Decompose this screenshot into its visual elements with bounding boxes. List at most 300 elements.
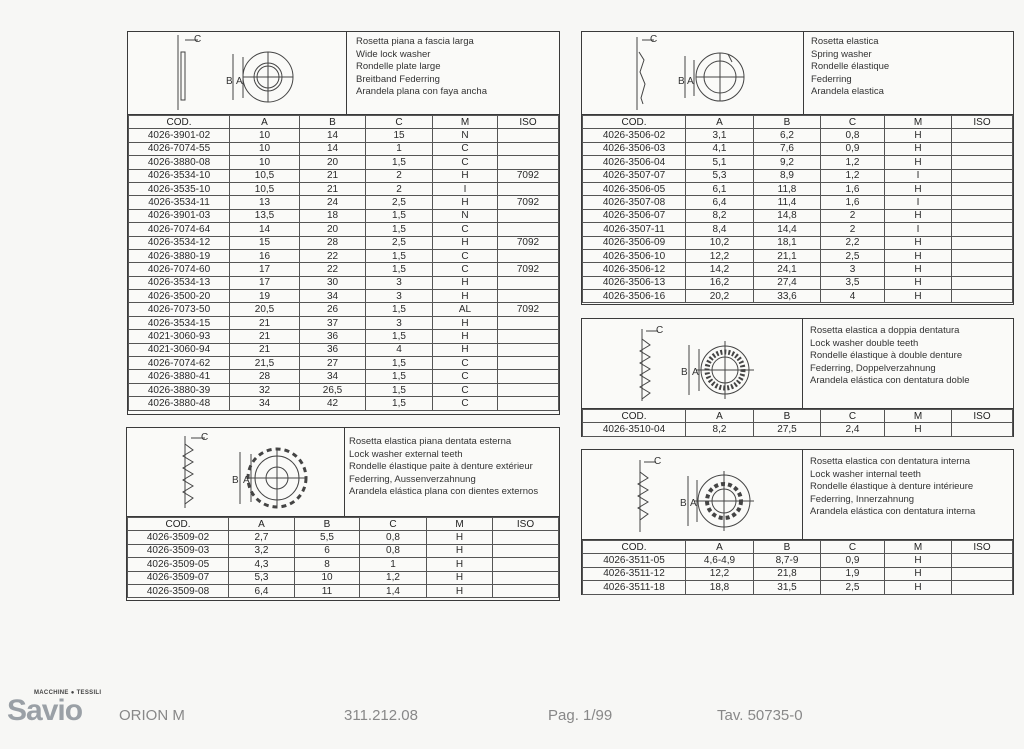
table-row: [128, 558, 559, 571]
table-cell: C: [433, 383, 498, 396]
table-cell: 18,8: [686, 581, 754, 594]
table-header-row: [583, 541, 1013, 554]
dim-b-label: B: [681, 367, 688, 378]
table-cell: H: [885, 567, 952, 580]
table-cell: 8,2: [686, 423, 754, 436]
column-header: C: [360, 518, 427, 531]
table-cell: [498, 343, 559, 356]
table-row: [583, 129, 1013, 142]
part-code-cell: 4026-3506-07: [583, 209, 686, 222]
table-cell: 3,1: [686, 129, 754, 142]
table-row: [129, 343, 559, 356]
external-teeth-washer-icon: [127, 428, 344, 516]
table-cell: 31,5: [754, 581, 821, 594]
table-cell: 19: [230, 290, 300, 303]
table-row: [583, 223, 1013, 236]
desc-es: Arandela elastica: [811, 86, 884, 97]
desc-en: Lock washer internal teeth: [810, 468, 921, 480]
table-cell: 2,5: [821, 249, 885, 262]
table-cell: [952, 554, 1013, 567]
desc-it: Rosetta elastica piana dentata esterna: [349, 436, 512, 447]
table-cell: 10,5: [230, 182, 300, 195]
table-cell: 8,7-9: [754, 554, 821, 567]
model-name: ORION M: [119, 707, 185, 724]
table-cell: C: [433, 397, 498, 410]
table-row: [129, 223, 559, 236]
table-row: [129, 156, 559, 169]
column-header: B: [754, 410, 821, 423]
table-cell: 10,2: [686, 236, 754, 249]
part-code-cell: 4026-3534-13: [129, 276, 230, 289]
table-row: [583, 156, 1013, 169]
table-cell: H: [885, 182, 952, 195]
table-cell: 34: [300, 370, 366, 383]
table-cell: 10: [230, 156, 300, 169]
column-header: ISO: [493, 518, 559, 531]
table-cell: [952, 249, 1013, 262]
part-code-cell: 4026-3509-07: [128, 571, 229, 584]
table-cell: 7092: [498, 169, 559, 182]
table-cell: 5,3: [229, 571, 295, 584]
table-cell: 28: [300, 236, 366, 249]
table-cell: 4,3: [229, 558, 295, 571]
table-cell: 3: [366, 290, 433, 303]
table-cell: 26: [300, 303, 366, 316]
table-cell: 24: [300, 196, 366, 209]
table-cell: 8,2: [686, 209, 754, 222]
table-cell: [952, 142, 1013, 155]
internal-teeth-block: [581, 449, 1014, 595]
table-cell: 36: [300, 330, 366, 343]
table-cell: H: [885, 236, 952, 249]
table-cell: 7,6: [754, 142, 821, 155]
table-cell: 2: [366, 182, 433, 195]
table-row: [583, 142, 1013, 155]
table-cell: [952, 567, 1013, 580]
table-row: [129, 129, 559, 142]
table-cell: H: [433, 169, 498, 182]
part-code-cell: 4026-3506-09: [583, 236, 686, 249]
table-cell: H: [433, 330, 498, 343]
table-cell: 3: [366, 276, 433, 289]
table-cell: 17: [230, 276, 300, 289]
part-code-cell: 4026-3511-05: [583, 554, 686, 567]
table-cell: 21: [300, 169, 366, 182]
table-cell: 21,5: [230, 357, 300, 370]
part-code-cell: 4026-3500-20: [129, 290, 230, 303]
part-code-cell: 4026-7073-50: [129, 303, 230, 316]
table-cell: C: [433, 249, 498, 262]
table-cell: 0,8: [821, 129, 885, 142]
table-cell: 4: [366, 343, 433, 356]
table-cell: 2,5: [821, 581, 885, 594]
table-cell: 20,2: [686, 290, 754, 303]
table-row: [129, 236, 559, 249]
table-cell: H: [885, 554, 952, 567]
part-code-cell: 4026-3534-12: [129, 236, 230, 249]
table-cell: 2,5: [366, 196, 433, 209]
table-cell: [498, 276, 559, 289]
table-cell: [498, 370, 559, 383]
desc-en: Wide lock washer: [356, 48, 431, 60]
desc-fr: Rondelle plate large: [356, 61, 441, 72]
table-number: Tav. 50735-0: [717, 707, 803, 724]
table-cell: 1,5: [366, 249, 433, 262]
table-cell: [498, 223, 559, 236]
column-header: COD.: [129, 116, 230, 129]
column-header: ISO: [952, 116, 1013, 129]
table-cell: 0,8: [360, 531, 427, 544]
part-code-cell: 4026-3880-19: [129, 249, 230, 262]
table-cell: 1,9: [821, 567, 885, 580]
description: [810, 456, 975, 519]
table-cell: H: [885, 209, 952, 222]
table-cell: [952, 263, 1013, 276]
description: [810, 325, 970, 388]
column-header: COD.: [128, 518, 229, 531]
table-cell: [952, 276, 1013, 289]
table-cell: C: [433, 357, 498, 370]
table-cell: [493, 571, 559, 584]
table-cell: 32: [230, 383, 300, 396]
table-cell: 17: [230, 263, 300, 276]
table-cell: C: [433, 156, 498, 169]
table-row: [129, 169, 559, 182]
table-cell: H: [885, 156, 952, 169]
part-code-cell: 4026-3534-11: [129, 196, 230, 209]
column-header: A: [686, 116, 754, 129]
table-cell: 15: [366, 129, 433, 142]
dim-b-label: B: [680, 498, 687, 509]
table-cell: 36: [300, 343, 366, 356]
dim-b-label: B: [232, 475, 239, 486]
table-cell: 12,2: [686, 249, 754, 262]
column-header: B: [754, 116, 821, 129]
desc-de: Federring: [811, 73, 852, 85]
column-header: COD.: [583, 541, 686, 554]
table-cell: [498, 142, 559, 155]
table-cell: [498, 330, 559, 343]
table-cell: 11,4: [754, 196, 821, 209]
table-cell: [952, 236, 1013, 249]
table-row: [129, 196, 559, 209]
table-row: [583, 209, 1013, 222]
table-cell: 3,2: [229, 544, 295, 557]
table-cell: 21: [230, 330, 300, 343]
table-row: [583, 236, 1013, 249]
table-cell: 14,8: [754, 209, 821, 222]
table-row: [583, 581, 1013, 594]
table-cell: 1,4: [360, 584, 427, 597]
column-header: C: [821, 116, 885, 129]
table-cell: 1,5: [366, 223, 433, 236]
table-cell: [952, 223, 1013, 236]
table-cell: H: [427, 558, 493, 571]
column-header: COD.: [583, 116, 686, 129]
table-cell: [498, 129, 559, 142]
table-cell: H: [427, 584, 493, 597]
column-header: B: [295, 518, 360, 531]
table-cell: 1,5: [366, 303, 433, 316]
table-cell: 9,2: [754, 156, 821, 169]
table-cell: 14: [300, 129, 366, 142]
spec-table: [582, 540, 1013, 595]
column-header: C: [821, 410, 885, 423]
table-row: [129, 383, 559, 396]
table-cell: 1,5: [366, 383, 433, 396]
column-header: C: [821, 541, 885, 554]
table-cell: [498, 249, 559, 262]
table-row: [129, 249, 559, 262]
double-teeth-block: [581, 318, 1014, 437]
table-cell: [498, 397, 559, 410]
table-row: [129, 397, 559, 410]
part-code-cell: 4026-3880-08: [129, 156, 230, 169]
dim-c-label: C: [650, 34, 658, 45]
table-cell: I: [885, 196, 952, 209]
table-cell: [493, 544, 559, 557]
table-cell: H: [885, 581, 952, 594]
part-code-cell: 4026-3509-05: [128, 558, 229, 571]
table-cell: [952, 423, 1013, 436]
table-cell: [952, 169, 1013, 182]
dim-b-label: B: [678, 76, 685, 87]
table-cell: H: [433, 236, 498, 249]
part-code-cell: 4026-3901-03: [129, 209, 230, 222]
table-cell: H: [433, 196, 498, 209]
part-code-cell: 4026-3511-18: [583, 581, 686, 594]
table-cell: 24,1: [754, 263, 821, 276]
table-cell: 14: [230, 223, 300, 236]
table-cell: 26,5: [300, 383, 366, 396]
dim-a-label: A: [690, 498, 697, 509]
part-code-cell: 4026-3534-10: [129, 169, 230, 182]
part-code-cell: 4026-3507-11: [583, 223, 686, 236]
table-cell: 20: [300, 223, 366, 236]
table-row: [129, 276, 559, 289]
part-code-cell: 4026-3901-02: [129, 129, 230, 142]
table-cell: 0,9: [821, 554, 885, 567]
part-code-cell: 4026-7074-64: [129, 223, 230, 236]
block-header: [127, 428, 559, 517]
dim-a-label: A: [236, 76, 243, 87]
part-code-cell: 4026-3506-13: [583, 276, 686, 289]
document-code: 311.212.08: [344, 707, 418, 724]
table-cell: 14: [300, 142, 366, 155]
logo-wordmark: Savio: [7, 694, 83, 727]
table-cell: 1,5: [366, 397, 433, 410]
part-code-cell: 4021-3060-93: [129, 330, 230, 343]
table-cell: 7092: [498, 263, 559, 276]
table-cell: 33,6: [754, 290, 821, 303]
column-header: A: [686, 410, 754, 423]
spec-table: [128, 115, 559, 411]
table-cell: 21,1: [754, 249, 821, 262]
dim-c-label: C: [194, 34, 202, 45]
table-cell: 6: [295, 544, 360, 557]
table-cell: 10,5: [230, 169, 300, 182]
column-header: M: [885, 410, 952, 423]
part-code-cell: 4026-3510-04: [583, 423, 686, 436]
table-cell: 1,5: [366, 370, 433, 383]
block-header: [582, 450, 1013, 540]
table-cell: 2: [821, 209, 885, 222]
table-cell: 18: [300, 209, 366, 222]
table-cell: [493, 558, 559, 571]
part-code-cell: 4026-3506-16: [583, 290, 686, 303]
table-cell: 2: [821, 223, 885, 236]
savio-logo: [4, 686, 104, 726]
table-cell: 1,6: [821, 196, 885, 209]
table-cell: 37: [300, 316, 366, 329]
column-header: B: [754, 541, 821, 554]
table-cell: 13: [230, 196, 300, 209]
table-cell: I: [433, 182, 498, 195]
desc-en: Spring washer: [811, 48, 872, 60]
internal-teeth-washer-icon: [582, 450, 802, 539]
table-cell: N: [433, 209, 498, 222]
table-cell: 27: [300, 357, 366, 370]
part-code-cell: 4026-3509-08: [128, 584, 229, 597]
desc-es: Arandela plana con faya ancha: [356, 86, 487, 97]
table-cell: C: [433, 142, 498, 155]
table-row: [128, 531, 559, 544]
table-cell: [952, 209, 1013, 222]
spring-washer-icon: [582, 32, 803, 114]
table-row: [583, 196, 1013, 209]
column-header: ISO: [498, 116, 559, 129]
part-code-cell: 4026-3534-15: [129, 316, 230, 329]
desc-es: Arandela elástica plana con dientes externos: [349, 486, 539, 497]
table-cell: C: [433, 263, 498, 276]
table-cell: 1: [360, 558, 427, 571]
table-cell: [498, 316, 559, 329]
wide-washer-icon: [128, 32, 346, 114]
table-cell: [952, 581, 1013, 594]
table-row: [129, 142, 559, 155]
desc-it: Rosetta elastica a doppia dentatura: [810, 325, 960, 336]
table-row: [583, 182, 1013, 195]
part-code-cell: 4026-3880-48: [129, 397, 230, 410]
table-row: [583, 423, 1013, 436]
table-cell: 16: [230, 249, 300, 262]
column-header: B: [300, 116, 366, 129]
desc-de: Federring, Innerzahnung: [810, 493, 915, 505]
table-cell: [498, 156, 559, 169]
logo-subtitle: MACCHINE ● TESSILI: [34, 690, 102, 696]
table-cell: 42: [300, 397, 366, 410]
table-header-row: [583, 410, 1013, 423]
part-code-cell: 4026-3535-10: [129, 182, 230, 195]
desc-it: Rosetta piana a fascia larga: [356, 36, 474, 47]
dim-a-label: A: [692, 367, 699, 378]
table-cell: 28: [230, 370, 300, 383]
table-cell: H: [885, 290, 952, 303]
table-cell: 0,9: [821, 142, 885, 155]
part-code-cell: 4026-3506-04: [583, 156, 686, 169]
part-code-cell: 4026-3511-12: [583, 567, 686, 580]
column-header: M: [433, 116, 498, 129]
table-cell: 1,5: [366, 263, 433, 276]
table-cell: 18,1: [754, 236, 821, 249]
table-cell: H: [427, 531, 493, 544]
dim-b-label: B: [226, 76, 233, 87]
table-cell: [952, 156, 1013, 169]
table-row: [128, 584, 559, 597]
spec-table: [582, 115, 1013, 303]
table-cell: 2,2: [821, 236, 885, 249]
table-cell: 6,4: [686, 196, 754, 209]
part-code-cell: 4026-7074-62: [129, 357, 230, 370]
desc-es: Arandela elástica con dentatura interna: [810, 506, 976, 517]
table-cell: 10: [230, 129, 300, 142]
table-cell: [952, 290, 1013, 303]
table-cell: 22: [300, 263, 366, 276]
table-cell: 7092: [498, 303, 559, 316]
part-code-cell: 4026-3507-07: [583, 169, 686, 182]
table-row: [583, 554, 1013, 567]
table-cell: I: [885, 169, 952, 182]
block-header: [582, 319, 1013, 409]
table-cell: H: [427, 544, 493, 557]
table-header-row: [583, 116, 1013, 129]
table-cell: 6,4: [229, 584, 295, 597]
table-cell: 8,4: [686, 223, 754, 236]
table-row: [583, 169, 1013, 182]
table-cell: 21,8: [754, 567, 821, 580]
table-cell: 14,4: [754, 223, 821, 236]
table-cell: 1,5: [366, 156, 433, 169]
table-cell: [493, 584, 559, 597]
wide-lock-washer-block: [127, 31, 560, 415]
block-header: [582, 32, 1013, 115]
table-cell: 11: [295, 584, 360, 597]
table-cell: 2,7: [229, 531, 295, 544]
part-code-cell: 4026-3506-05: [583, 182, 686, 195]
column-header: M: [885, 541, 952, 554]
table-row: [129, 182, 559, 195]
washer-drawing: [582, 32, 804, 114]
part-code-cell: 4026-3506-02: [583, 129, 686, 142]
desc-it: Rosetta elastica con dentatura interna: [810, 456, 971, 467]
dim-a-label: A: [687, 76, 694, 87]
column-header: M: [885, 116, 952, 129]
table-cell: 10: [230, 142, 300, 155]
description: [811, 36, 889, 99]
part-code-cell: 4026-3506-10: [583, 249, 686, 262]
table-cell: 1,2: [821, 169, 885, 182]
column-header: C: [366, 116, 433, 129]
washer-drawing: [582, 450, 803, 539]
table-cell: 27,5: [754, 423, 821, 436]
table-cell: 2,5: [366, 236, 433, 249]
table-cell: 11,8: [754, 182, 821, 195]
column-header: A: [686, 541, 754, 554]
table-row: [129, 357, 559, 370]
table-cell: 22: [300, 249, 366, 262]
description: [349, 436, 538, 499]
part-code-cell: 4026-3880-39: [129, 383, 230, 396]
block-header: [128, 32, 559, 115]
table-cell: H: [885, 142, 952, 155]
page-footer: [0, 680, 1024, 740]
table-cell: C: [433, 223, 498, 236]
table-cell: 20: [300, 156, 366, 169]
table-cell: H: [427, 571, 493, 584]
table-cell: 3,5: [821, 276, 885, 289]
table-row: [128, 544, 559, 557]
desc-de: Breitband Federring: [356, 73, 440, 85]
